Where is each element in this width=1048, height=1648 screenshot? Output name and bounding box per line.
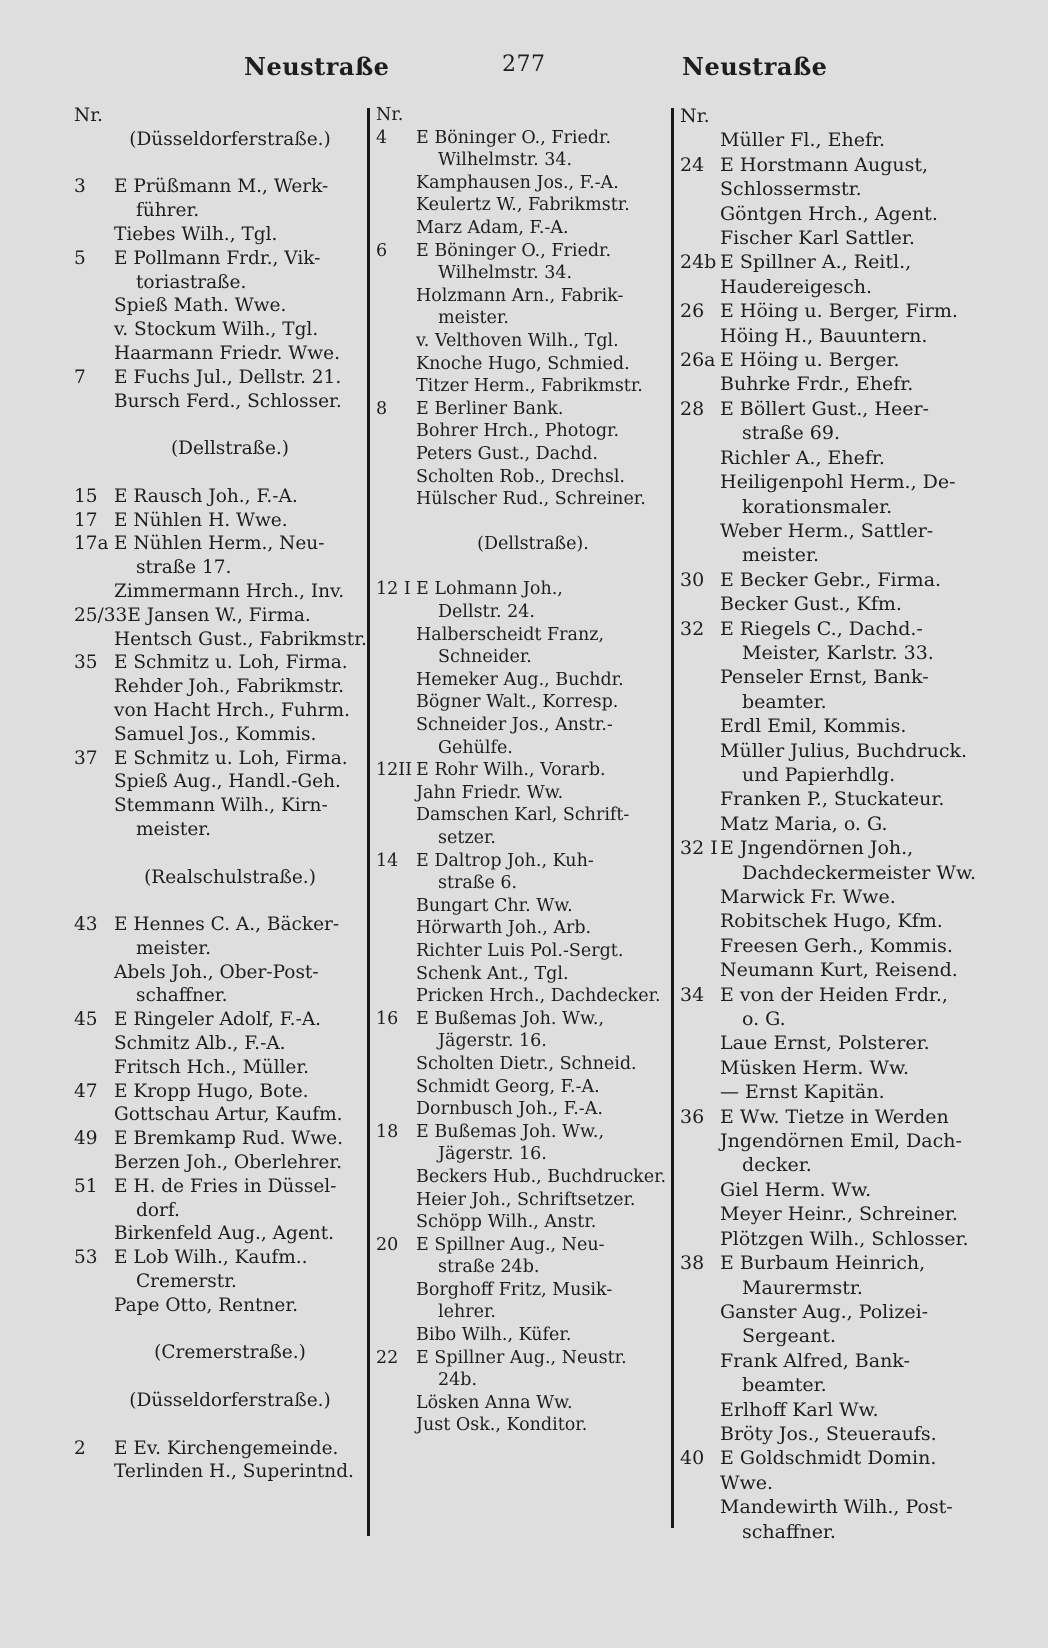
entry-continuation: meister. [742,544,820,567]
resident-entry: Becker Gust., Kfm. [720,593,902,616]
directory-column-2 [376,104,670,1437]
entry-continuation: meister. [136,818,211,840]
resident-entry: Schmidt Georg, F.-A. [416,1076,600,1097]
resident-entry: Ganster Aug., Polizei- [720,1300,929,1323]
house-entry [74,532,366,556]
spacer [74,1365,366,1389]
resident-entry: Fischer Karl Sattler. [720,227,915,250]
resident-entry: Spieß Math. Wwe. [114,295,287,317]
street-section-heading: (Cremerstraße.) [154,1342,306,1364]
house-number: 18 [376,1121,399,1142]
owner-name: E Böninger O., Friedr. [416,127,612,148]
owner-name: E Spillner Aug., Neustr. [416,1347,627,1368]
house-entry [680,250,980,274]
resident-entry: Lösken Anna Ww. [416,1392,573,1413]
owner-name: E Pollmann Frdr., Vik- [114,247,321,269]
house-entry [74,1127,366,1151]
resident-entry: Weber Herm., Sattler- [720,519,934,542]
house-entry [74,1246,366,1270]
resident-entry: Bohrer Hrch., Photogr. [416,421,620,442]
entry-continuation: lehrer. [438,1302,496,1323]
house-number: 38 [680,1252,705,1275]
house-entry [74,366,366,390]
column-divider [671,108,674,1528]
house-number: 17 [74,509,98,531]
entry-continuation: decker. [742,1154,812,1177]
resident-entry: v. Stockum Wilh., Tgl. [114,319,319,341]
house-number: 35 [74,652,98,674]
house-number: 49 [74,1128,98,1150]
directory-column-1 [74,104,366,1484]
owner-name: E von der Heiden Frdr., [720,983,948,1006]
entry-continuation: Dachdeckermeister Ww. [742,861,976,884]
resident-entry: Berzen Joh., Oberlehrer. [114,1152,343,1174]
column-header-nr: Nr. [74,105,103,126]
house-entry [376,578,670,601]
house-number: 14 [376,850,399,871]
resident-entry: Bursch Ferd., Schlosser. [114,390,342,412]
owner-name: E Riegels C., Dachd.- [720,617,923,640]
resident-entry: Jahn Friedr. Ww. [416,782,564,803]
entry-continuation: Cremerstr. [136,1271,237,1293]
resident-entry: Titzer Herm., Fabrikmstr. [416,376,643,397]
resident-entry: Damschen Karl, Schrift- [416,805,630,826]
house-number: 26a [680,349,716,372]
resident-entry: Knoche Hugo, Schmied. [416,353,630,374]
owner-name: E Höing u. Berger, Firm. [720,300,958,323]
resident-entry: Schlossermstr. [720,178,862,201]
spacer [376,556,670,579]
resident-entry: Terlinden H., Superintnd. [114,1461,354,1483]
house-entry [376,759,670,782]
house-entry [376,1121,670,1144]
resident-entry: Haudereigesch. [720,275,873,298]
resident-entry: Scholten Dietr., Schneid. [416,1053,637,1074]
house-entry [680,397,980,421]
house-number: 22 [376,1347,399,1368]
house-number: 37 [74,747,98,769]
house-entry [74,604,366,628]
house-entry [680,617,980,641]
house-entry [680,1446,980,1470]
owner-name: E Rausch Joh., F.-A. [114,485,298,507]
house-number: 36 [680,1105,705,1128]
entry-continuation: straße 69. [742,422,840,445]
owner-name: E Berliner Bank. [416,398,564,419]
owner-name: E Becker Gebr., Firma. [720,568,942,591]
entry-continuation: meister. [136,937,211,959]
resident-entry: Rehder Joh., Fabrikmstr. [114,676,345,698]
owner-name: E Schmitz u. Loh, Firma. [114,652,348,674]
house-number: 17a [74,533,109,555]
resident-entry: Bungart Chr. Ww. [416,895,573,916]
owner-name: E Nühlen Herm., Neu- [114,533,325,555]
resident-entry: Meyer Heinr., Schreiner. [720,1203,958,1226]
house-number: 12II [376,760,413,781]
house-entry [680,1105,980,1129]
spacer [74,1413,366,1437]
owner-name: E Nühlen H. Wwe. [114,509,288,531]
entry-continuation: 24b. [438,1370,478,1391]
resident-entry: Bögner Walt., Korresp. [416,692,619,713]
resident-entry: Tiebes Wilh., Tgl. [114,223,278,245]
resident-entry: Erlhoff Karl Ww. [720,1398,879,1421]
house-entry [74,175,366,199]
house-number: 34 [680,983,705,1006]
owner-name: E Ringeler Adolf, F.-A. [114,1009,322,1031]
resident-entry: Hülscher Rud., Schreiner. [416,489,646,510]
house-entry [74,509,366,533]
spacer [74,1318,366,1342]
house-number: 6 [376,240,388,261]
house-number: 7 [74,366,86,388]
resident-entry: von Hacht Hrch., Fuhrm. [114,699,350,721]
resident-entry: Kamphausen Jos., F.-A. [416,172,619,193]
house-number: 25/33 [74,604,128,626]
resident-entry: Zimmermann Hrch., Inv. [114,580,345,602]
owner-name: E Schmitz u. Loh, Firma. [114,747,348,769]
resident-entry: Müller Julius, Buchdruck. [720,739,968,762]
column-divider [367,108,370,1536]
resident-entry: Abels Joh., Ober-Post- [114,961,319,983]
house-entry [74,747,366,771]
resident-entry: Heier Joh., Schriftsetzer. [416,1189,636,1210]
house-entry [680,836,980,860]
resident-entry: Hemeker Aug., Buchdr. [416,669,624,690]
house-number: 45 [74,1009,98,1031]
spacer [74,889,366,913]
resident-entry: Bibo Wilh., Küfer. [416,1325,572,1346]
house-entry [680,1251,980,1275]
resident-entry: Erdl Emil, Kommis. [720,715,907,738]
house-entry [680,983,980,1007]
owner-name: E Horstmann August, [720,153,929,176]
resident-entry: Holzmann Arn., Fabrik- [416,285,624,306]
house-number: 43 [74,914,98,936]
street-section-heading: (Realschulstraße.) [144,866,316,888]
owner-name: E Bremkamp Rud. Wwe. [114,1128,343,1150]
owner-name: E Goldschmidt Domin. [720,1447,937,1470]
house-entry [680,153,980,177]
resident-entry: Marwick Fr. Wwe. [720,886,896,908]
owner-name: E Jngendörnen Joh., [720,837,914,860]
house-number: 5 [74,247,86,269]
resident-entry: Halberscheidt Franz, [416,624,605,645]
street-section-heading: (Düsseldorferstraße.) [129,128,331,150]
owner-name: E Spillner Aug., Neu- [416,1234,605,1255]
resident-entry: Haarmann Friedr. Wwe. [114,342,340,364]
house-number: 15 [74,485,98,507]
resident-entry: Buhrke Frdr., Ehefr. [720,373,914,396]
resident-entry: Just Osk., Konditor. [416,1415,588,1436]
entry-continuation: beamter. [742,690,827,713]
house-number: 4 [376,127,388,148]
resident-entry: Gottschau Artur, Kaufm. [114,1104,343,1126]
entry-continuation: beamter. [742,1374,827,1397]
house-entry [376,1347,670,1370]
entry-continuation: Dellstr. 24. [438,602,535,623]
spacer [74,413,366,437]
owner-name: E Höing u. Berger. [720,349,900,372]
house-number: 20 [376,1234,399,1255]
owner-name: E Ev. Kirchengemeinde. [114,1437,339,1459]
owner-name: E Fuchs Jul., Dellstr. 21. [114,366,342,388]
house-entry [74,485,366,509]
entry-continuation: dorf. [136,1199,180,1221]
house-number: 2 [74,1437,86,1459]
directory-column-3 [680,104,980,1544]
house-number: 24 [680,153,705,176]
house-entry [680,299,980,323]
spacer [376,511,670,534]
spacer [74,842,366,866]
entry-continuation: straße 24b. [438,1257,540,1278]
spacer [74,461,366,485]
column-header-nr: Nr. [680,105,710,127]
owner-name: E Böninger O., Friedr. [416,240,612,261]
resident-entry: — Ernst Kapitän. [720,1081,885,1104]
house-number: 51 [74,1175,98,1197]
owner-name: E Lob Wilh., Kaufm.. [114,1247,308,1269]
resident-entry: Pricken Hrch., Dachdecker. [416,986,661,1007]
resident-entry: Plötzgen Wilh., Schlosser. [720,1227,969,1250]
house-number: 30 [680,568,705,591]
resident-entry: Schneider Jos., Anstr.- [416,715,613,736]
resident-entry: Stemmann Wilh., Kirn- [114,795,328,817]
owner-name: E Jansen W., Firma. [127,604,311,626]
entry-continuation: setzer. [438,828,496,848]
resident-entry: Keulertz W., Fabrikmstr. [416,195,630,216]
house-number: 40 [680,1447,705,1470]
entry-continuation: Wilhelmstr. 34. [438,150,573,171]
resident-entry: Göntgen Hrch., Agent. [720,202,938,225]
resident-entry: Neumann Kurt, Reisend. [720,959,958,982]
page-number: 277 [502,52,546,77]
owner-name: E Ww. Tietze in Werden [720,1105,949,1128]
house-entry [74,1008,366,1032]
house-entry [74,651,366,675]
owner-name: E Burbaum Heinrich, [720,1252,926,1275]
owner-name: E Prüßmann M., Werk- [114,176,329,198]
entry-continuation: o. G. [742,1008,786,1031]
resident-entry: Spieß Aug., Handl.-Geh. [114,771,341,793]
resident-entry: Borghoff Fritz, Musik- [416,1279,613,1300]
owner-name: E Lohmann Joh., [416,579,563,600]
house-number: 3 [74,176,86,198]
owner-name: E H. de Fries in Düssel- [114,1175,337,1197]
street-section-heading: (Dellstraße.) [170,438,290,460]
house-number: 28 [680,397,705,420]
house-entry [680,348,980,372]
house-number: 32 [680,617,705,640]
entry-continuation: und Papierhdlg. [742,763,896,786]
entry-continuation: Jägerstr. 16. [438,1144,547,1165]
entry-continuation: Jägerstr. 16. [438,1031,547,1052]
street-section-heading: (Düsseldorferstraße.) [129,1390,331,1412]
house-entry [376,398,670,421]
entry-continuation: führer. [136,200,200,222]
house-entry [74,1437,366,1461]
house-entry [74,247,366,271]
resident-entry: Jngendörnen Emil, Dach- [720,1130,962,1153]
owner-name: E Daltrop Joh., Kuh- [416,850,594,871]
resident-entry: Matz Maria, o. G. [720,812,888,835]
entry-continuation: Meister, Karlstr. 33. [742,641,934,664]
resident-entry: Pape Otto, Rentner. [114,1294,299,1316]
house-number: 24b [680,251,717,274]
resident-entry: Richter Luis Pol.-Sergt. [416,940,624,961]
house-entry [376,850,670,873]
running-head-right: Neustraße [682,52,828,81]
entry-continuation: toriastraße. [136,271,247,293]
resident-entry: Schenk Ant., Tgl. [416,963,569,984]
resident-entry: Penseler Ernst, Bank- [720,666,929,689]
resident-entry: Heiligenpohl Herm., De- [720,471,956,494]
resident-entry: Samuel Jos., Kommis. [114,723,317,745]
resident-entry: Müller Fl., Ehefr. [720,129,886,152]
owner-name: E Hennes C. A., Bäcker- [114,914,340,936]
house-entry [680,568,980,592]
entry-continuation: meister. [438,308,509,329]
resident-entry: Wwe. [720,1471,774,1494]
entry-continuation: Maurermstr. [742,1276,863,1299]
resident-entry: Franken P., Stuckateur. [720,788,945,811]
entry-continuation: Wilhelmstr. 34. [438,263,573,284]
spacer [74,152,366,176]
house-number: 12 I [376,579,411,600]
resident-entry: Hentsch Gust., Fabrikmstr. [114,628,367,650]
resident-entry: Frank Alfred, Bank- [720,1349,910,1372]
house-entry [74,913,366,937]
resident-entry: Marz Adam, F.-A. [416,217,569,238]
resident-entry: Laue Ernst, Polsterer. [720,1032,930,1055]
resident-entry: Schmitz Alb., F.-A. [114,1033,286,1055]
house-entry [376,1008,670,1031]
column-header-nr: Nr. [376,105,404,125]
street-section-heading: (Dellstraße). [477,534,589,555]
owner-name: E Bußemas Joh. Ww., [416,1008,605,1029]
owner-name: E Bußemas Joh. Ww., [416,1121,605,1142]
resident-entry: Bröty Jos., Steueraufs. [720,1422,937,1445]
resident-entry: Müsken Herm. Ww. [720,1056,910,1079]
owner-name: E Kropp Hugo, Bote. [114,1080,309,1102]
resident-entry: v. Velthoven Wilh., Tgl. [416,330,619,351]
resident-entry: Hörwarth Joh., Arb. [416,918,592,939]
house-number: 26 [680,300,705,323]
entry-continuation: Schneider. [438,647,532,668]
house-entry [376,127,670,150]
resident-entry: Birkenfeld Aug., Agent. [114,1223,335,1245]
resident-entry: Dornbusch Joh., F.-A. [416,1099,603,1120]
resident-entry: Schöpp Wilh., Anstr. [416,1212,597,1233]
entry-continuation: schaffner. [136,985,228,1007]
resident-entry: Fritsch Hch., Müller. [114,1056,310,1078]
entry-continuation: straße 17. [136,557,232,579]
house-number: 53 [74,1247,98,1269]
resident-entry: Freesen Gerh., Kommis. [720,934,953,957]
owner-name: E Böllert Gust., Heer- [720,397,929,420]
entry-continuation: Gehülfe. [438,737,513,758]
house-entry [74,1175,366,1199]
owner-name: E Rohr Wilh., Vorarb. [416,760,606,781]
resident-entry: Mandewirth Wilh., Post- [720,1496,953,1519]
house-number: 8 [376,398,388,419]
house-number: 32 I [680,837,718,860]
house-number: 47 [74,1080,98,1102]
owner-name: E Spillner A., Reitl., [720,251,912,274]
house-entry [376,1234,670,1257]
house-number: 16 [376,1008,399,1029]
resident-entry: Giel Herm. Ww. [720,1178,872,1201]
resident-entry: Peters Gust., Dachd. [416,443,598,464]
resident-entry: Robitschek Hugo, Kfm. [720,910,943,933]
entry-continuation: straße 6. [438,873,518,894]
resident-entry: Scholten Rob., Drechsl. [416,466,625,487]
entry-continuation: schaffner. [742,1520,836,1543]
resident-entry: Beckers Hub., Buchdrucker. [416,1166,667,1187]
running-head-left: Neustraße [244,52,390,81]
entry-continuation: Sergeant. [742,1325,836,1348]
house-entry [376,240,670,263]
house-entry [74,1080,366,1104]
entry-continuation: korationsmaler. [742,495,893,518]
resident-entry: Höing H., Bauuntern. [720,324,928,347]
resident-entry: Richler A., Ehefr. [720,446,885,469]
